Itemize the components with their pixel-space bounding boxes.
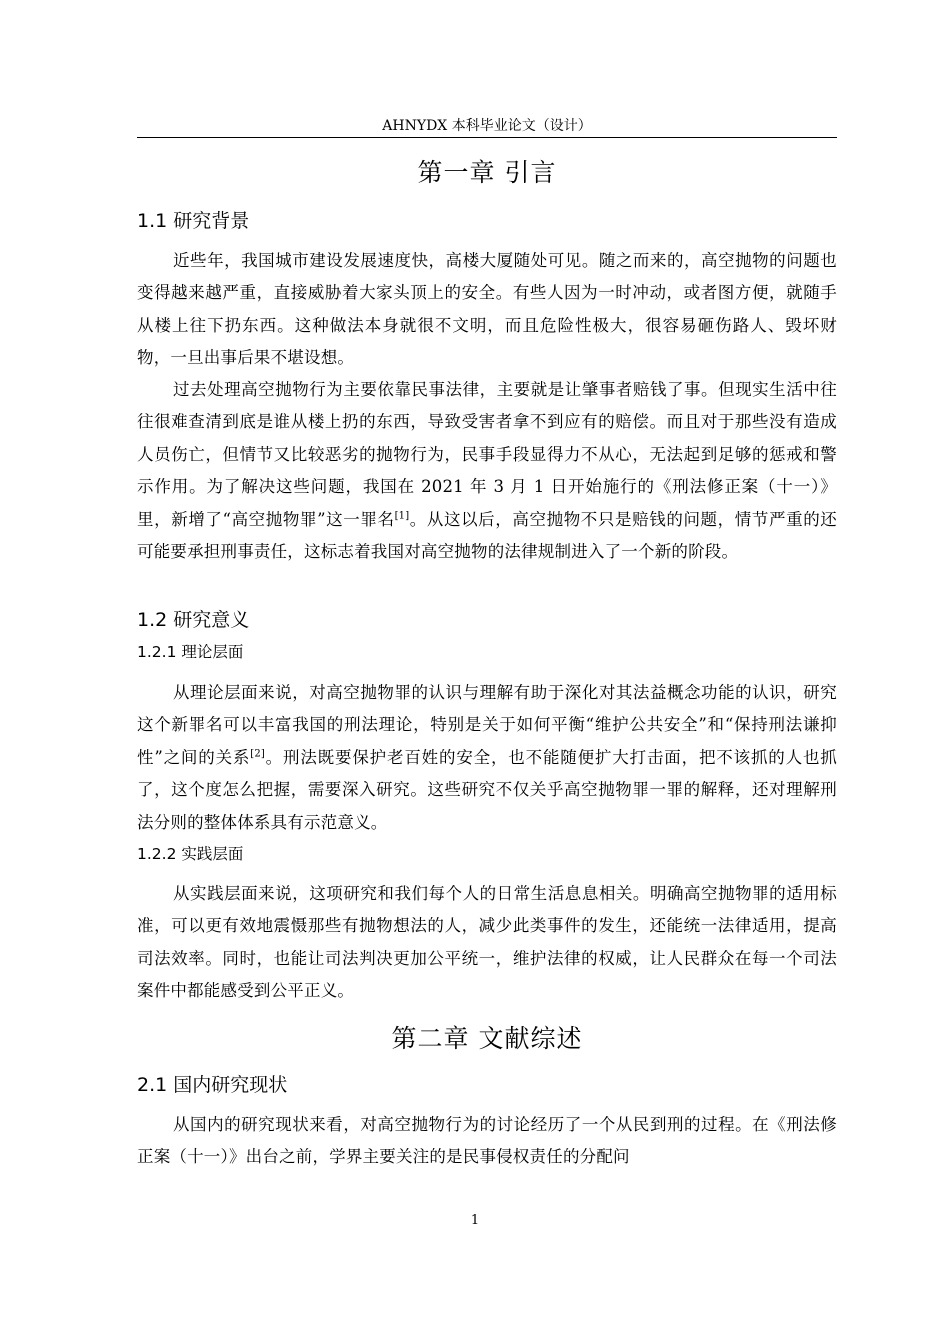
section-2-1-paragraph: 从国内的研究现状来看，对高空抛物行为的讨论经历了一个从民到刑的过程。在《刑法修正案（十一）》出台之前，学界主要关注的是民事侵权责任的分配问: [137, 1115, 837, 1167]
header-rule: [137, 137, 837, 138]
section-1-2-1-heading: 1.2.1 理论层面: [137, 643, 244, 661]
paragraph-text: 。刑法既要保护老百姓的安全，也不能随便扩大打击面，把不该抓的人也抓了，这个度怎么把握，需要深入研究。这些研究不仅关乎高空抛物罪一罪的解释，还对理解刑法分则的整体体系具有示范意义。: [137, 747, 837, 832]
citation-ref-1[interactable]: [1]: [394, 510, 410, 522]
section-2-1-heading: 2.1 国内研究现状: [137, 1074, 288, 1096]
citation-ref-2[interactable]: [2]: [250, 748, 266, 760]
paragraph-text: 过去处理高空抛物行为主要依靠民事法律，主要就是让肇事者赔钱了事。但现实生活中往往很难查清到底是谁从楼上扔的东西，导致受害者拿不到应有的赔偿。而且对于那些没有造成人员伤亡，但情节又比较恶劣的抛物行为，民事手段显得力不从心，无法起到足够的惩戒和警示作用。为了解决这些问题，我国在 2021 年 3 月 1 日开始施行的《刑法修正案（十一）》里，新增了“高空抛物罪”这一罪名: [137, 380, 837, 529]
page-number: 1: [470, 1213, 480, 1228]
paragraph-text: 。从这以后，高空抛物不只是赔钱的问题，情节严重的还可能要承担刑事责任，这标志着我国对高空抛物的法律规制进入了一个新的阶段。: [137, 509, 837, 562]
chapter-1-title: 第一章 引言: [417, 158, 557, 187]
section-1-1-paragraph-1: 近些年，我国城市建设发展速度快，高楼大厦随处可见。随之而来的，高空抛物的问题也变得越来越严重，直接威胁着大家头顶上的安全。有些人因为一时冲动，或者图方便，就随手从楼上往下扔东西。这种做法本身就很不文明，而且危险性极大，很容易砸伤路人、毁坏财物，一旦出事后果不堪设想。: [137, 251, 837, 368]
paragraph-text: 从理论层面来说，对高空抛物罪的认识与理解有助于深化对其法益概念功能的认识，研究这个新罪名可以丰富我国的刑法理论，特别是关于如何平衡“维护公共安全”和“保持刑法谦抑性”之间的关系: [137, 683, 837, 767]
section-1-1-paragraph-2: [137, 374, 837, 568]
chapter-2-title: 第二章 文献综述: [391, 1024, 583, 1053]
section-1-2-2-heading: 1.2.2 实践层面: [137, 845, 244, 863]
section-1-2-heading: 1.2 研究意义: [137, 609, 250, 631]
section-1-2-2-paragraph: 从实践层面来说，这项研究和我们每个人的日常生活息息相关。明确高空抛物罪的适用标准，可以更有效地震慑那些有抛物想法的人，减少此类事件的发生，还能统一法律适用，提高司法效率。同时，也能让司法判决更加公平统一，维护法律的权威，让人民群众在每一个司法案件中都能感受到公平正义。: [137, 884, 837, 1001]
section-1-2-1-paragraph: [137, 677, 837, 839]
section-1-1-heading: 1.1 研究背景: [137, 210, 250, 232]
running-header: AHNYDX 本科毕业论文（设计）: [382, 118, 592, 134]
